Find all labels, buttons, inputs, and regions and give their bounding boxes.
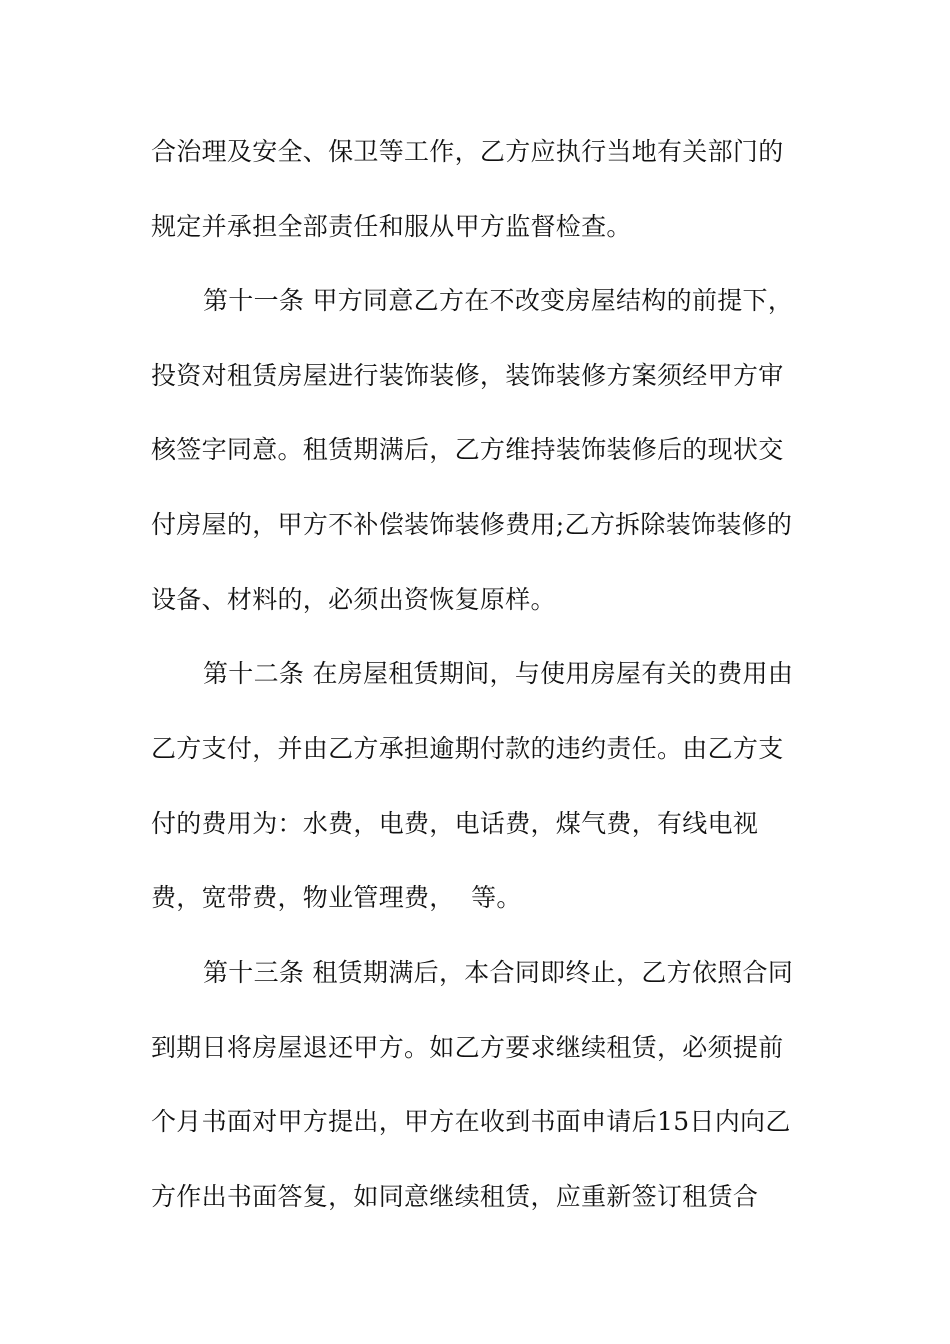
- text-line: 付的费用为：水费，电费，电话费，煤气费，有线电视: [151, 809, 759, 838]
- text-line: 合治理及安全、保卫等工作，乙方应执行当地有关部门的: [151, 137, 784, 166]
- text-line: 核签字同意。租赁期满后，乙方维持装饰装修后的现状交: [151, 435, 784, 464]
- paragraph-article-12-start: 第十二条 在房屋租赁期间，与使用房屋有关的费用由: [203, 659, 794, 688]
- text-line: 投资对租赁房屋进行装饰装修，装饰装修方案须经甲方审: [151, 361, 784, 390]
- text-line: 方作出书面答复，如同意继续租赁，应重新签订租赁合: [151, 1182, 759, 1211]
- text-line: 到期日将房屋退还甲方。如乙方要求继续租赁，必须提前: [151, 1033, 784, 1062]
- text-line: 个月书面对甲方提出，甲方在收到书面申请后15日内向乙: [151, 1107, 791, 1136]
- text-line: 设备、材料的，必须出资恢复原样。: [151, 585, 556, 614]
- text-line: 付房屋的，甲方不补偿装饰装修费用;乙方拆除装饰装修的: [151, 510, 793, 539]
- paragraph-article-11-start: 第十一条 甲方同意乙方在不改变房屋结构的前提下，: [203, 286, 794, 315]
- text-line: 费，宽带费，物业管理费， 等。: [151, 883, 522, 912]
- text-line: 规定并承担全部责任和服从甲方监督检查。: [151, 212, 632, 241]
- paragraph-article-13-start: 第十三条 租赁期满后，本合同即终止，乙方依照合同: [203, 958, 794, 987]
- text-line: 乙方支付，并由乙方承担逾期付款的违约责任。由乙方支: [151, 734, 784, 763]
